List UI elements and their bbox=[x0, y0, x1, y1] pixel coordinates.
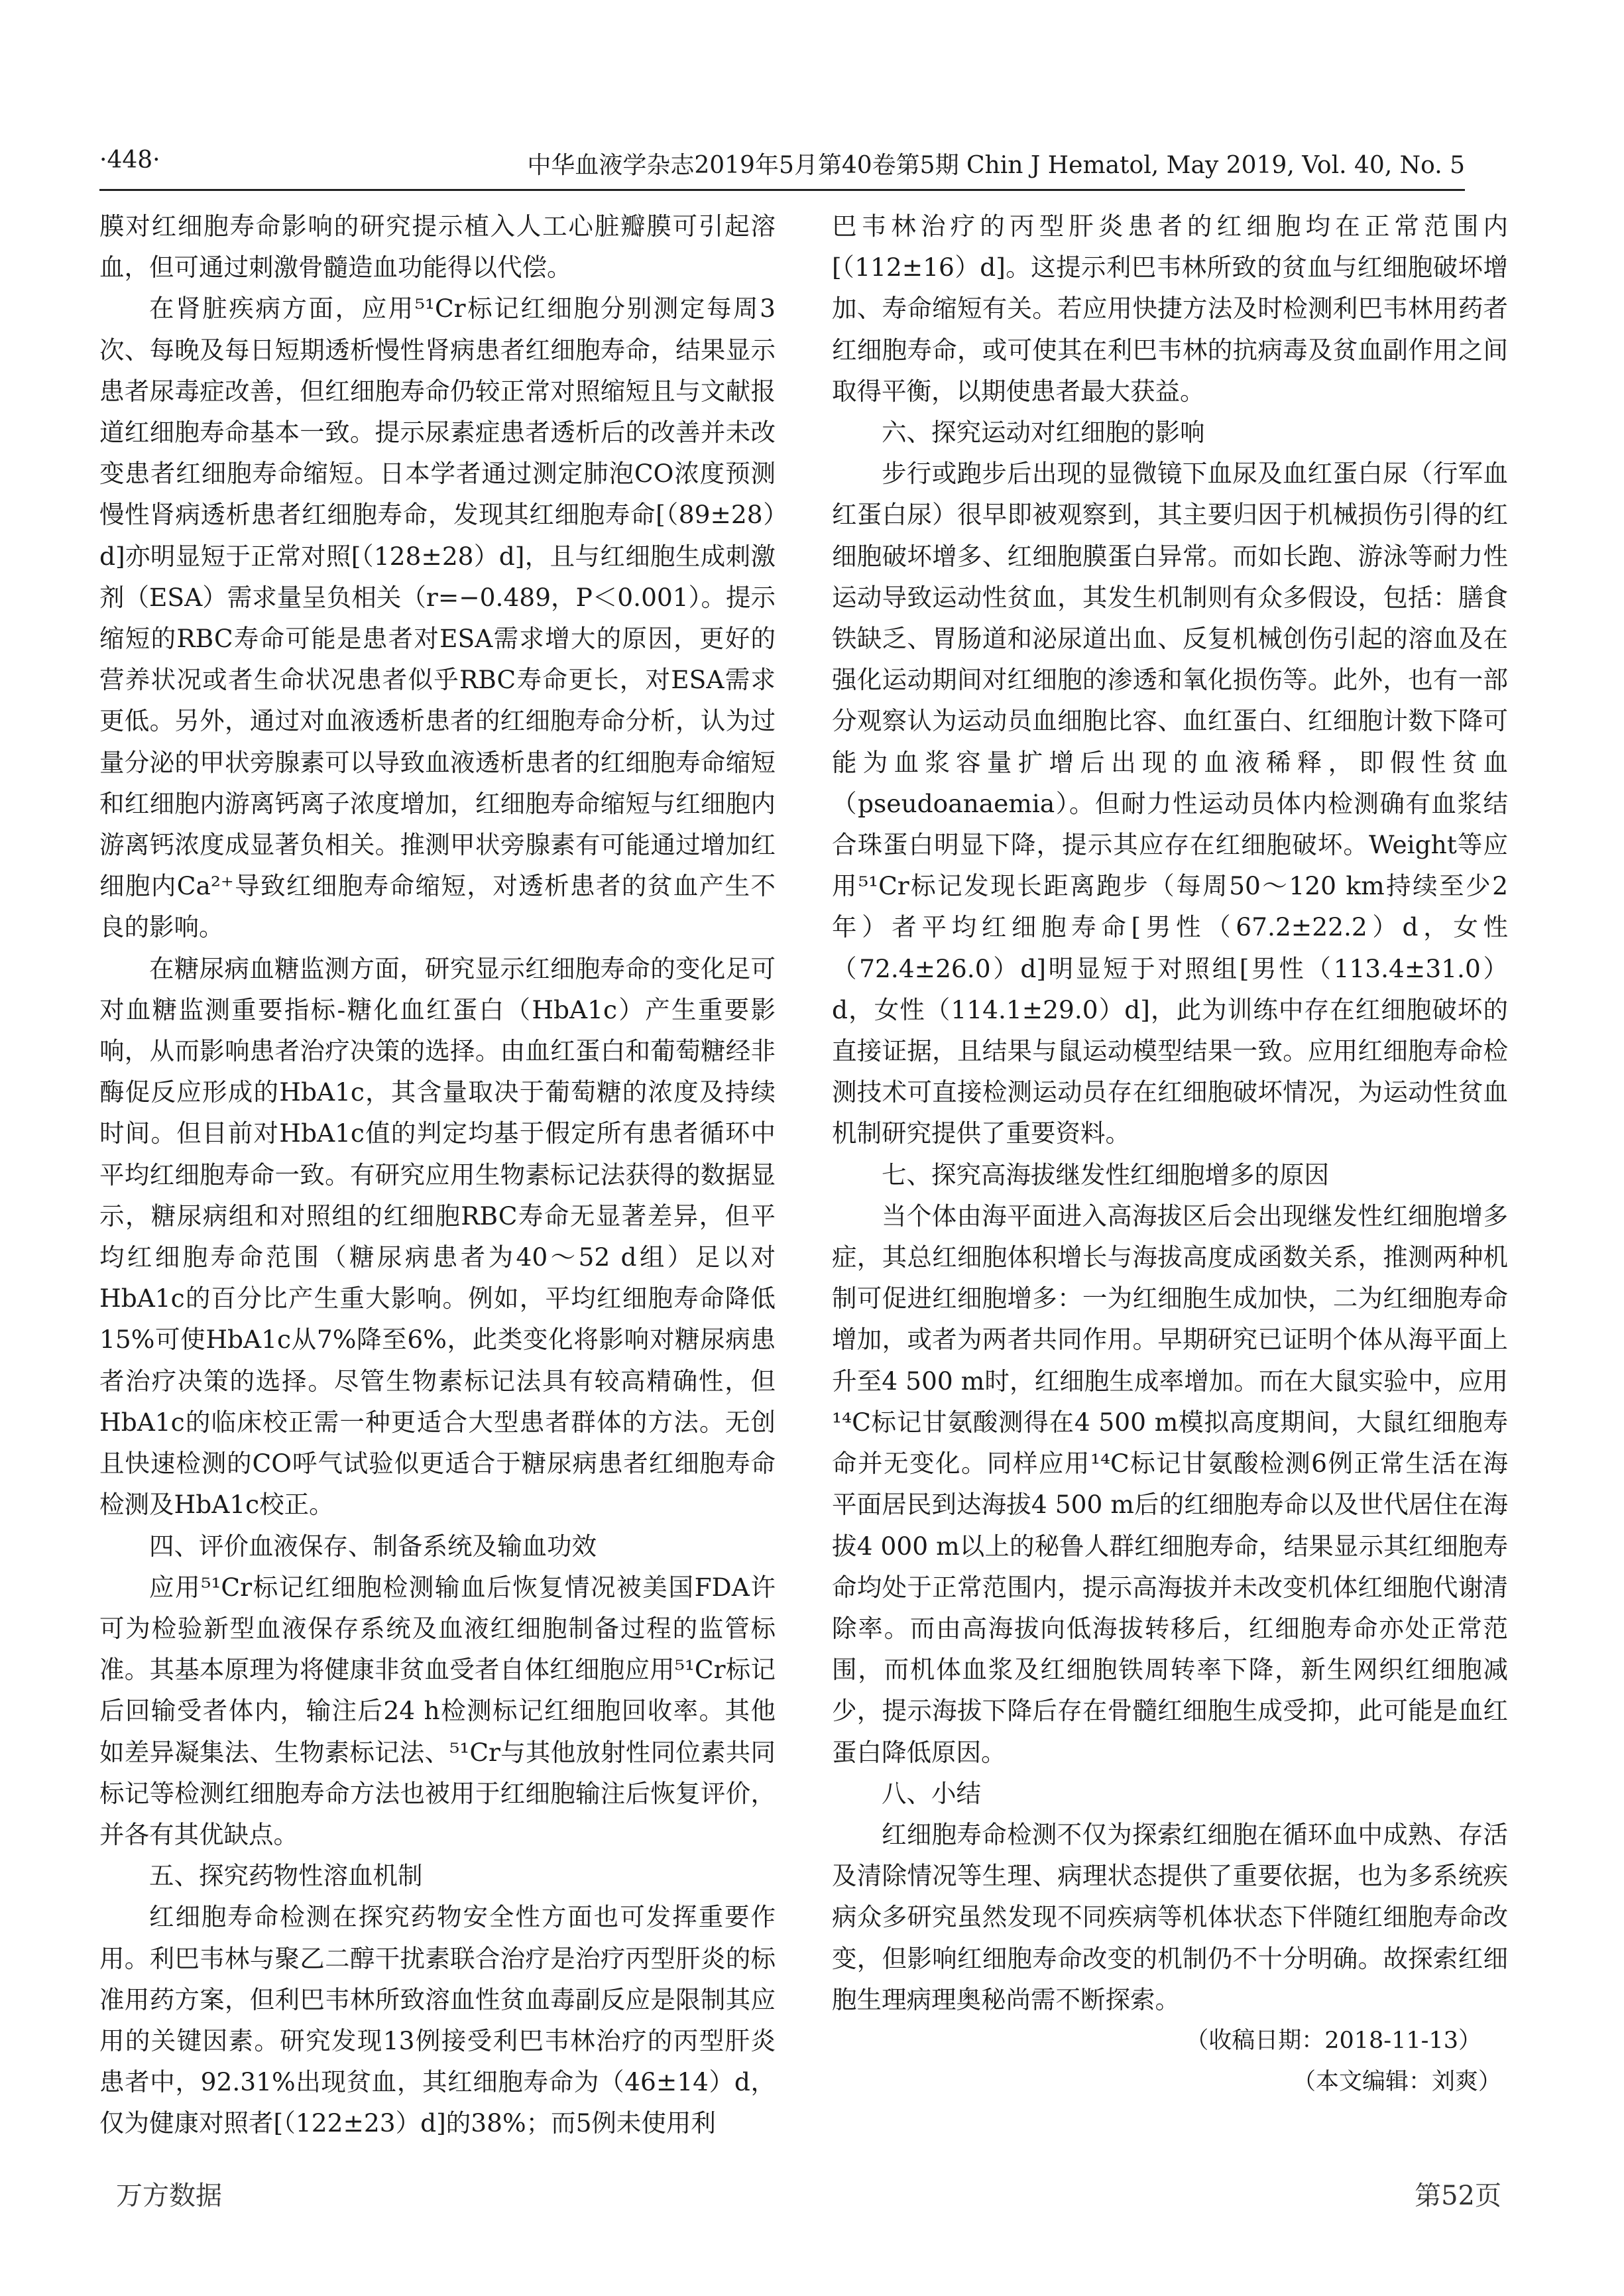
paragraph: 在糖尿病血糖监测方面，研究显示红细胞寿命的变化足可对血糖监测重要指标-糖化血红蛋白（HbA1c）产生重要影响，从而影响患者治疗决策的选择。由血红蛋白和葡萄糖经非酶促反应形成的HbA1c，其含量取决于葡萄糖的浓度及持续时间。但目前对HbA1c值的判定均基于假定所有患者循环中平均红细胞寿命一致。有研究应用生物素标记法获得的数据显示，糖尿病组和对照组的红细胞RBC寿命无显著差异，但平均红细胞寿命范围（糖尿病患者为40～52 d组）足以对HbA1c的百分比产生重大影响。例如，平均红细胞寿命降低15%可使HbA1c从7%降至6%，此类变化将影响对糖尿病患者治疗决策的选择。尽管生物素标记法具有较高精确性，但HbA1c的临床校正需一种更适合大型患者群体的方法。无创且快速检测的CO呼气试验似更适合于糖尿病患者红细胞寿命检测及HbA1c校正。 bbox=[99, 953, 776, 1520]
section-heading: 六、探究运动对红细胞的影响 bbox=[882, 418, 1205, 448]
section-heading: 五、探究药物性溶血机制 bbox=[149, 1861, 423, 1891]
section-heading: 四、评价血液保存、制备系统及输血功效 bbox=[149, 1531, 597, 1561]
paragraph: 当个体由海平面进入高海拔区后会出现继发性红细胞增多症，其总红细胞体积增长与海拔高度成函数关系，推测两种机制可促进红细胞增多：一为红细胞生成加快，二为红细胞寿命增加，或者为两者共同作用。早期研究已证明个体从海平面上升至4 500 m时，红细胞生成率增加。而在大鼠实验中，应用¹⁴C标记甘氨酸测得在4 500 m模拟高度期间，大鼠红细胞寿命并无变化。同样应用¹⁴C标记甘氨酸检测6例正常生活在海平面居民到达海拔4 500 m后的红细胞寿命以及世代居住在海拔4 000 m以上的秘鲁人群红细胞寿命，结果显示其红细胞寿命均处于正常范围内，提示高海拔并未改变机体红细胞代谢清除率。而由高海拔向低海拔转移后，红细胞寿命亦处正常范围，而机体血浆及红细胞铁周转率下降，新生网织红细胞减少，提示海拔下降后存在骨髓红细胞生成受抑，此可能是血红蛋白降低原因。 bbox=[832, 1201, 1508, 1767]
editor-credit: （本文编辑：刘爽） bbox=[1292, 2068, 1501, 2095]
footer-page-number: 第52页 bbox=[1415, 2181, 1501, 2211]
section-heading: 八、小结 bbox=[882, 1778, 981, 1808]
right-column bbox=[832, 206, 1508, 2102]
footer-source: 万方数据 bbox=[116, 2181, 222, 2211]
paragraph: 在肾脏疾病方面，应用⁵¹Cr标记红细胞分别测定每周3次、每晚及每日短期透析慢性肾病患者红细胞寿命，结果显示患者尿毒症改善，但红细胞寿命仍较正常对照缩短且与文献报道红细胞寿命基本一致。提示尿素症患者透析后的改善并未改变患者红细胞寿命缩短。日本学者通过测定肺泡CO浓度预测慢性肾病透析患者红细胞寿命，发现其红细胞寿命[（89±28）d]亦明显短于正常对照[（128±28）d]，且与红细胞生成刺激剂（ESA）需求量呈负相关（r=−0.489，P＜0.001）。提示缩短的RBC寿命可能是患者对ESA需求增大的原因，更好的营养状况或者生命状况患者似乎RBC寿命更长，对ESA需求更低。另外，通过对血液透析患者的红细胞寿命分析，认为过量分泌的甲状旁腺素可以导致血液透析患者的红细胞寿命缩短和红细胞内游离钙离子浓度增加，红细胞寿命缩短与红细胞内游离钙浓度成显著负相关。推测甲状旁腺素有可能通过增加红细胞内Ca²⁺导致红细胞寿命缩短，对透析患者的贫血产生不良的影响。 bbox=[99, 294, 776, 942]
page-header bbox=[99, 143, 1465, 191]
paragraph: 巴韦林治疗的丙型肝炎患者的红细胞均在正常范围内[（112±16）d]。这提示利巴韦林所致的贫血与红细胞破坏增加、寿命缩短有关。若应用快捷方法及时检测利巴韦林用药者红细胞寿命，或可使其在利巴韦林的抗病毒及贫血副作用之间取得平衡，以期使患者最大获益。 bbox=[832, 211, 1508, 406]
page-number: ·448· bbox=[99, 147, 160, 174]
paragraph: 应用⁵¹Cr标记红细胞检测输血后恢复情况被美国FDA许可为检验新型血液保存系统及血液红细胞制备过程的监管标准。其基本原理为将健康非贫血受者自体红细胞应用⁵¹Cr标记后回输受者体内，输注后24 h检测标记红细胞回收率。其他如差异凝集法、生物素标记法、⁵¹Cr与其他放射性同位素共同标记等检测红细胞寿命方法也被用于红细胞输注后恢复评价，并各有其优缺点。 bbox=[99, 1572, 776, 1849]
running-title: 中华血液学杂志2019年5月第40卷第5期 Chin J Hematol, May 2019, Vol. 40, No. 5 bbox=[527, 152, 1465, 179]
paragraph: 步行或跑步后出现的显微镜下血尿及血红蛋白尿（行军血红蛋白尿）很早即被观察到，其主要归因于机械损伤引得的红细胞破坏增多、红细胞膜蛋白异常。而如长跑、游泳等耐力性运动导致运动性贫血，其发生机制则有众多假设，包括：膳食铁缺乏、胃肠道和泌尿道出血、反复机械创伤引起的溶血及在强化运动期间对红细胞的渗透和氧化损伤等。此外，也有一部分观察认为运动员血细胞比容、血红蛋白、红细胞计数下降可能为血浆容量扩增后出现的血液稀释，即假性贫血（pseudoanaemia）。但耐力性运动员体内检测确有血浆结合珠蛋白明显下降，提示其应存在红细胞破坏。Weight等应用⁵¹Cr标记发现长距离跑步（每周50～120 km持续至少2年）者平均红细胞寿命[男性（67.2±22.2）d，女性（72.4±26.0）d]明显短于对照组[男性（113.4±31.0）d，女性（114.1±29.0）d]，此为训练中存在红细胞破坏的直接证据，且结果与鼠运动模型结果一致。应用红细胞寿命检测技术可直接检测运动员存在红细胞破坏情况，为运动性贫血机制研究提供了重要资料。 bbox=[832, 459, 1508, 1148]
paragraph: 红细胞寿命检测在探究药物安全性方面也可发挥重要作用。利巴韦林与聚乙二醇干扰素联合治疗是治疗丙型肝炎的标准用药方案，但利巴韦林所致溶血性贫血毒副反应是限制其应用的关键因素。研究发现13例接受利巴韦林治疗的丙型肝炎患者中，92.31%出现贫血，其红细胞寿命为（46±14）d，仅为健康对照者[（122±23）d]的38%；而5例未使用利 bbox=[99, 1902, 776, 2138]
paragraph: 红细胞寿命检测不仅为探索红细胞在循环血中成熟、存活及清除情况等生理、病理状态提供了重要依据，也为多系统疾病众多研究虽然发现不同疾病等机体状态下伴随红细胞寿命改变，但影响红细胞寿命改变的机制仍不十分明确。故探索红细胞生理病理奥秘尚需不断探索。 bbox=[832, 1819, 1508, 2014]
left-column bbox=[99, 206, 776, 2144]
received-date: （收稿日期：2018-11-13） bbox=[1185, 2027, 1481, 2054]
section-heading: 七、探究高海拔继发性红细胞增多的原因 bbox=[882, 1160, 1329, 1189]
paragraph: 膜对红细胞寿命影响的研究提示植入人工心脏瓣膜可引起溶血，但可通过刺激骨髓造血功能得以代偿。 bbox=[99, 211, 776, 282]
